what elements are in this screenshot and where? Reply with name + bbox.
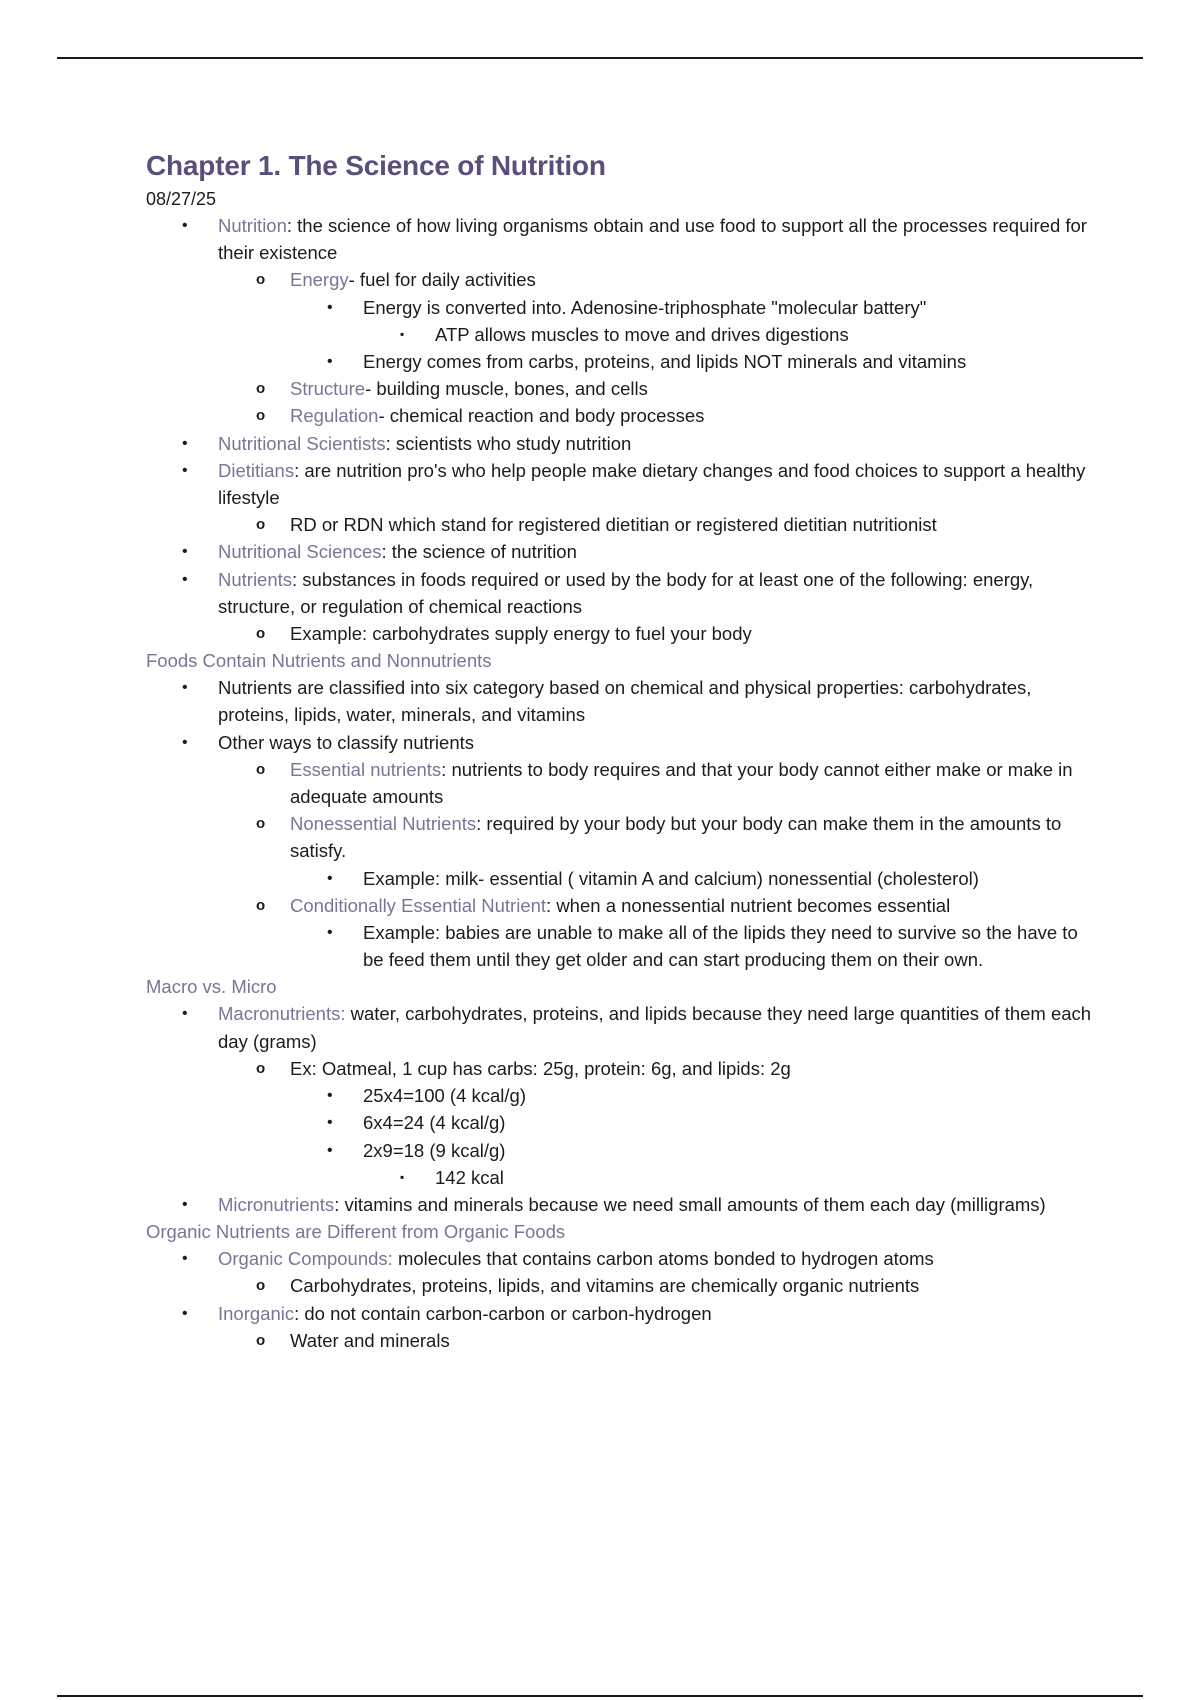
text-calc-lipids: 2x9=18 (9 kcal/g) — [363, 1139, 506, 1161]
list-item-nutrients — [146, 566, 1096, 620]
energy-sublist — [146, 294, 1096, 321]
text-atp: ATP allows muscles to move and drives digestions — [435, 323, 849, 345]
nutrients-sublist — [146, 620, 1096, 647]
list-item-energy-converted — [146, 294, 1096, 321]
list-item-essential — [146, 756, 1096, 810]
bullet-icon: • — [182, 679, 188, 697]
list-item-inorganic — [146, 1300, 1096, 1327]
definition-nutrients: : substances in foods required or used by the body for at least one of the following: energy, structure, or regulation of chemical reactions — [218, 568, 1034, 617]
list-item-regulation — [146, 402, 1096, 429]
intro-list-3 — [146, 538, 1096, 620]
section-heading-macro: Macro vs. Micro — [146, 976, 277, 998]
list-item-nonessential-example — [146, 865, 1096, 892]
nutrition-sublist-2 — [146, 375, 1096, 429]
document-date: 08/27/25 — [146, 189, 217, 209]
other-ways-sublist-2 — [146, 892, 1096, 919]
header-rule — [57, 57, 1143, 59]
text-other-ways: Other ways to classify nutrients — [218, 731, 475, 753]
list-item-macronutrients — [146, 1000, 1096, 1054]
bullet-icon: • — [327, 1087, 333, 1105]
term-energy: Energy — [290, 269, 349, 291]
term-micronutrients: Micronutrients — [218, 1193, 335, 1215]
list-item-energy — [146, 266, 1096, 293]
term-nutrition: Nutrition — [218, 215, 287, 236]
list-item-structure — [146, 375, 1096, 402]
definition-regulation: - chemical reaction and body processes — [378, 405, 705, 427]
definition-energy: - fuel for daily activities — [348, 269, 536, 291]
bullet-icon: • — [182, 434, 188, 452]
conditional-sublist — [146, 919, 1096, 973]
definition-dietitians: : are nutrition pro's who help people make dietary changes and food choices to support a healthy lifestyle — [218, 459, 1086, 509]
other-ways-sublist — [146, 756, 1096, 865]
circle-bullet-icon: o — [256, 1059, 266, 1077]
atp-sublist — [146, 321, 1096, 348]
list-item-nutrition — [146, 212, 1096, 266]
list-item-calc-carbs — [146, 1082, 1096, 1109]
list-item-calc-protein — [146, 1109, 1096, 1136]
oatmeal-calc-list — [146, 1082, 1096, 1164]
list-item-calc-lipids — [146, 1137, 1096, 1164]
definition-conditional: : when a nonessential nutrient becomes essential — [546, 894, 951, 916]
text-total: 142 kcal — [435, 1166, 504, 1188]
circle-bullet-icon: o — [256, 625, 266, 643]
text-inorganic-example: Water and minerals — [290, 1329, 450, 1351]
term-conditional: Conditionally Essential Nutrient — [290, 894, 547, 916]
text-nutrients-example: Example: carbohydrates supply energy to fuel your body — [290, 623, 752, 645]
definition-inorganic: : do not contain carbon-carbon or carbon-hydrogen — [294, 1302, 712, 1324]
bullet-icon: • — [327, 353, 333, 371]
definition-structure: - building muscle, bones, and cells — [365, 378, 648, 400]
text-nonessential-example: Example: milk- essential ( vitamin A and calcium) nonessential (cholesterol) — [363, 867, 979, 889]
nonessential-sublist — [146, 865, 1096, 892]
bullet-icon: • — [327, 1114, 333, 1132]
list-item-dietitians — [146, 457, 1096, 511]
term-dietitians: Dietitians — [218, 459, 295, 481]
bullet-icon: • — [182, 1005, 188, 1023]
bullet-icon: • — [327, 298, 333, 316]
circle-bullet-icon: o — [256, 896, 266, 914]
text-calc-carbs: 25x4=100 (4 kcal/g) — [363, 1085, 527, 1107]
list-item-nutritional-sciences — [146, 538, 1096, 565]
list-item-atp — [146, 321, 1096, 348]
inorganic-sublist — [146, 1327, 1096, 1354]
circle-bullet-icon: o — [256, 1277, 266, 1295]
text-oatmeal: Ex: Oatmeal, 1 cup has carbs: 25g, protein: 6g, and lipids: 2g — [290, 1057, 791, 1079]
list-item-organic-compounds — [146, 1245, 1096, 1272]
foods-list — [146, 674, 1096, 756]
text-energy-converted: Energy is converted into. Adenosine-triphosphate "molecular battery" — [363, 296, 927, 318]
text-calc-protein: 6x4=24 (4 kcal/g) — [363, 1112, 506, 1134]
organic-sublist — [146, 1272, 1096, 1299]
bullet-icon: • — [327, 869, 333, 887]
term-organic-compounds: Organic Compounds: — [218, 1248, 393, 1270]
list-item-classified — [146, 674, 1096, 728]
term-essential: Essential nutrients — [290, 758, 442, 780]
document-body — [146, 146, 1096, 1354]
term-regulation: Regulation — [290, 405, 379, 427]
macronutrients-sublist — [146, 1055, 1096, 1082]
definition-nutrition: : the science of how living organisms obtain and use food to support all the processes required for their existence — [218, 215, 1087, 264]
square-bullet-icon: ▪ — [400, 326, 405, 341]
definition-nutritional-scientists: : scientists who study nutrition — [385, 432, 632, 454]
bullet-icon: • — [327, 924, 333, 942]
bullet-icon: • — [182, 1304, 188, 1322]
list-item-conditional-example — [146, 919, 1096, 973]
term-nonessential: Nonessential Nutrients — [290, 813, 477, 835]
footer-rule — [57, 1695, 1143, 1697]
term-macronutrients: Macronutrients: — [218, 1003, 346, 1025]
intro-list — [146, 212, 1096, 266]
intro-list-2 — [146, 430, 1096, 512]
definition-micronutrients: : vitamins and minerals because we need small amounts of them each day (milligrams) — [334, 1193, 1046, 1215]
term-structure: Structure — [290, 378, 366, 400]
definition-nonessential: : required by your body but your body can make them in the amounts to satisfy. — [290, 813, 1062, 862]
bullet-icon: • — [182, 1250, 188, 1268]
nutrition-sublist — [146, 266, 1096, 293]
term-nutritional-sciences: Nutritional Sciences — [218, 541, 382, 563]
circle-bullet-icon: o — [256, 815, 266, 833]
macro-list — [146, 1000, 1096, 1054]
term-nutrients: Nutrients — [218, 568, 293, 590]
list-item-inorganic-example — [146, 1327, 1096, 1354]
text-conditional-example: Example: babies are unable to make all of the lipids they need to survive so the have to be feed them until they get older and can start producing them on their own. — [363, 922, 1078, 971]
list-item-nutrients-example — [146, 620, 1096, 647]
bullet-icon: • — [327, 1141, 333, 1159]
circle-bullet-icon: o — [256, 760, 266, 778]
circle-bullet-icon: o — [256, 380, 266, 398]
list-item-energy-source — [146, 348, 1096, 375]
section-heading-organic: Organic Nutrients are Different from Organic Foods — [146, 1221, 566, 1243]
list-item-micronutrients — [146, 1191, 1096, 1218]
circle-bullet-icon: o — [256, 271, 266, 289]
text-energy-source: Energy comes from carbs, proteins, and lipids NOT minerals and vitamins — [363, 351, 967, 373]
list-item-rd-rdn — [146, 511, 1096, 538]
bullet-icon: • — [182, 1195, 188, 1213]
list-item-organic-list — [146, 1272, 1096, 1299]
circle-bullet-icon: o — [256, 1331, 266, 1349]
definition-organic-compounds: molecules that contains carbon atoms bonded to hydrogen atoms — [392, 1248, 934, 1270]
macro-list-2 — [146, 1191, 1096, 1218]
term-nutritional-scientists: Nutritional Scientists — [218, 432, 386, 454]
term-inorganic: Inorganic — [218, 1302, 295, 1324]
list-item-nonessential — [146, 810, 1096, 864]
text-organic-list: Carbohydrates, proteins, lipids, and vitamins are chemically organic nutrients — [290, 1275, 920, 1297]
circle-bullet-icon: o — [256, 407, 266, 425]
list-item-conditional — [146, 892, 1096, 919]
circle-bullet-icon: o — [256, 516, 266, 534]
dietitians-sublist — [146, 511, 1096, 538]
square-bullet-icon: ▪ — [400, 1169, 405, 1184]
bullet-icon: • — [182, 570, 188, 588]
organic-list — [146, 1245, 1096, 1272]
definition-essential: : nutrients to body requires and that your body cannot either make or make in adequate amounts — [290, 758, 1073, 808]
list-item-nutritional-scientists — [146, 430, 1096, 457]
energy-sublist-2 — [146, 348, 1096, 375]
bullet-icon: • — [182, 733, 188, 751]
list-item-total — [146, 1164, 1096, 1191]
list-item-other-ways — [146, 729, 1096, 756]
definition-macronutrients: water, carbohydrates, proteins, and lipids because they need large quantities of them each day (grams) — [218, 1003, 1092, 1052]
bullet-icon: • — [182, 543, 188, 561]
definition-nutritional-sciences: : the science of nutrition — [381, 541, 577, 563]
list-item-oatmeal — [146, 1055, 1096, 1082]
organic-list-2 — [146, 1300, 1096, 1327]
total-sublist — [146, 1164, 1096, 1191]
bullet-icon: • — [182, 217, 188, 234]
text-rd-rdn: RD or RDN which stand for registered dietitian or registered dietitian nutritionist — [290, 514, 937, 536]
bullet-icon: • — [182, 461, 188, 479]
text-classified: Nutrients are classified into six category based on chemical and physical properties: carbohydrates, proteins, lipids, water, minerals, and vitamins — [218, 677, 1032, 726]
section-heading-foods: Foods Contain Nutrients and Nonnutrients — [146, 650, 492, 672]
page-title: Chapter 1. The Science of Nutrition — [146, 150, 606, 181]
